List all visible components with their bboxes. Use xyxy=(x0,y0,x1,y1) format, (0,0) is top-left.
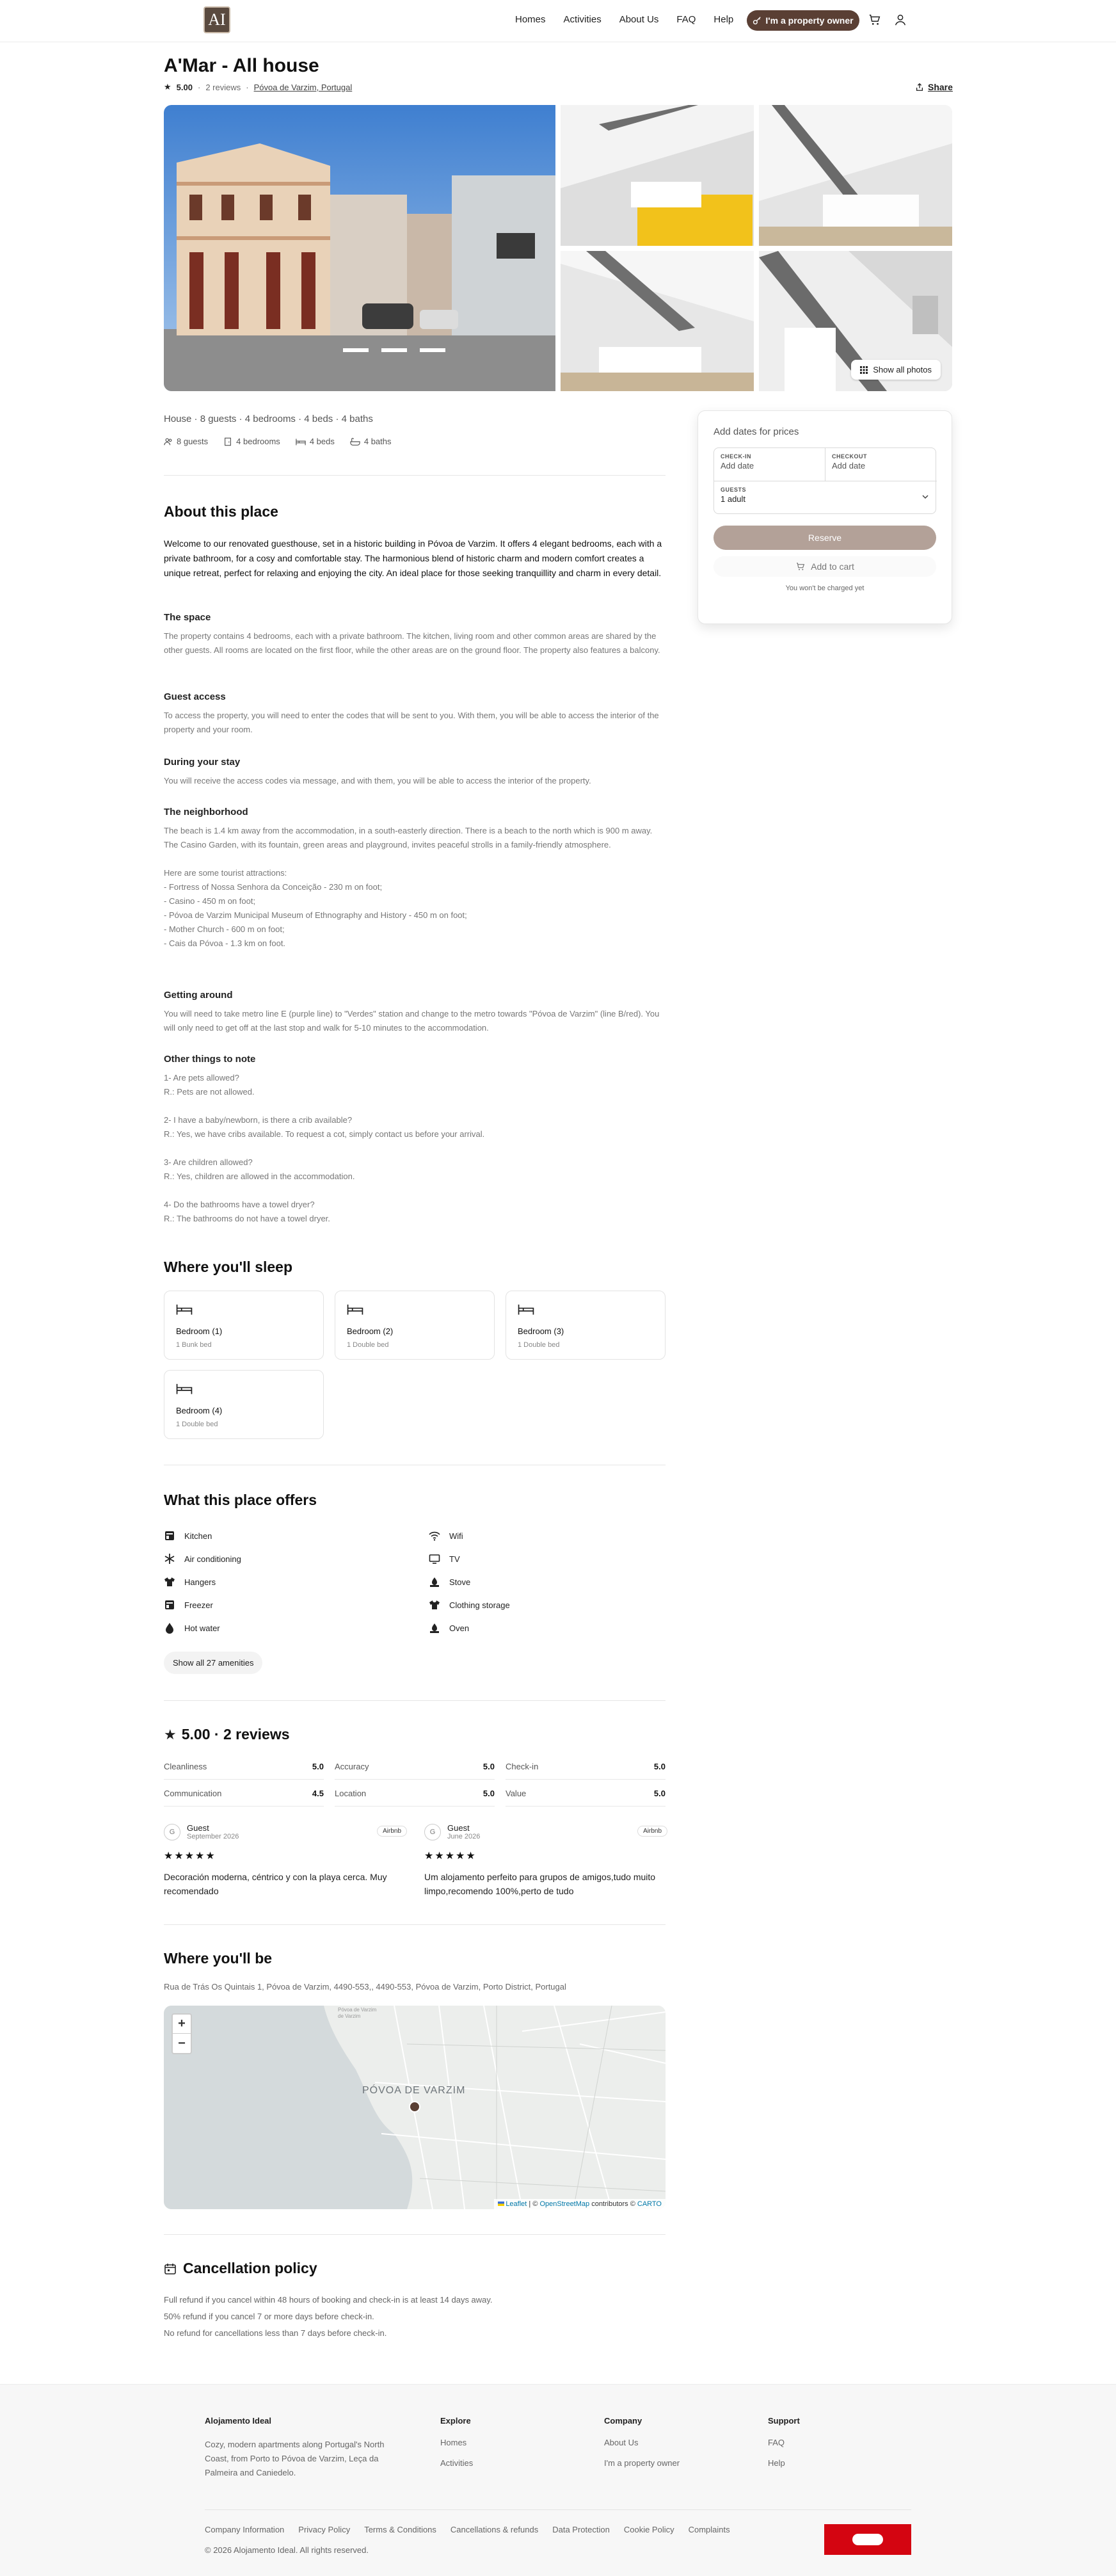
section-text: You will receive the access codes via message, and with them, you will be able to access the interior of the property. xyxy=(164,776,591,785)
share-button[interactable] xyxy=(915,82,953,92)
booking-header: Add dates for prices xyxy=(713,426,799,437)
cancellation-rule: 50% refund if you cancel 7 or more days before check-in. xyxy=(164,2312,374,2321)
main-photo[interactable] xyxy=(164,105,555,391)
map-attribution xyxy=(494,2199,666,2209)
calendar-icon xyxy=(164,2262,177,2275)
booking-note: You won't be charged yet xyxy=(785,584,865,592)
footer-brand-text: Cozy, modern apartments along Portugal's North Coast, from Porto to Póvoa de Varzim, Leça da Palmeira and Caniedelo. xyxy=(205,2440,385,2477)
rating-label: Location xyxy=(335,1789,367,1798)
about-section-during-stay xyxy=(164,757,666,788)
nav-faq[interactable]: FAQ xyxy=(676,14,696,25)
star-icon: ★ xyxy=(164,1726,177,1743)
bedroom-name: Bedroom (1) xyxy=(176,1326,223,1336)
bedroom-card xyxy=(506,1291,666,1360)
section-text: You will need to take metro line E (purple line) to "Verdes" station and change to the metro towards "Póvoa de Varzim" (line B/red). You will only need to get off at the last stop and walk for 5-10 minutes to the accommodation. xyxy=(164,1009,660,1033)
bed-icon xyxy=(176,1303,193,1316)
fact-baths xyxy=(350,437,392,446)
bath-icon xyxy=(350,437,360,446)
footer-brand: Alojamento Ideal xyxy=(205,2416,272,2426)
booking-date-fields xyxy=(713,447,936,514)
complaints-book-icon xyxy=(852,2534,883,2545)
section-text: To access the property, you will need to enter the codes that will be sent to you. With them, you will be able to access the interior of the property and your room. xyxy=(164,711,659,734)
section-title: During your stay xyxy=(164,757,241,768)
footer-link-faq[interactable]: FAQ xyxy=(768,2438,785,2447)
kitchen-icon xyxy=(164,1530,175,1542)
share-icon xyxy=(915,83,924,92)
map-zoom-control xyxy=(171,2013,192,2054)
bedroom-name: Bedroom (4) xyxy=(176,1406,223,1415)
nav-about-us[interactable]: About Us xyxy=(619,14,659,25)
about-heading: About this place xyxy=(164,503,278,520)
footer-link-complaints[interactable]: Complaints xyxy=(688,2525,730,2534)
add-to-cart-button[interactable] xyxy=(713,556,936,577)
rating-label: Accuracy xyxy=(335,1762,369,1771)
main-nav xyxy=(515,14,751,25)
grid-icon xyxy=(860,366,868,374)
attribution-separator: | © xyxy=(527,2200,540,2208)
amenity-item xyxy=(429,1576,470,1588)
section-text: The property contains 4 bedrooms, each with a private bathroom. The kitchen, living room and other common areas are shared by the other guests. All rooms are located on the first floor, while the other areas are on the ground floor. The property also features a balcony. xyxy=(164,631,660,655)
add-to-cart-label: Add to cart xyxy=(811,561,854,572)
map-tiles xyxy=(164,2006,666,2209)
fact-beds xyxy=(296,437,335,446)
tv-icon xyxy=(429,1553,440,1565)
about-section-getting-around xyxy=(164,990,666,1035)
cancellation-heading: Cancellation policy xyxy=(183,2260,317,2276)
amenity-label: Stove xyxy=(449,1577,471,1587)
review-card xyxy=(164,1823,407,1898)
user-icon[interactable] xyxy=(893,13,907,27)
review-source-badge: Airbnb xyxy=(377,1826,407,1837)
rating-category xyxy=(164,1762,324,1780)
bedroom-photo-image xyxy=(759,105,952,246)
property-facts: House · 8 guests · 4 bedrooms · 4 beds · 4 baths xyxy=(164,414,373,424)
bedroom-bed: 1 Bunk bed xyxy=(176,1341,212,1349)
listing-reviews-count[interactable]: 2 reviews xyxy=(205,82,241,92)
section-text: 1- Are pets allowed? R.: Pets are not allowed. 2- I have a baby/newborn, is there a crib available? R.: Yes, we have cribs available. To request a cot, simply contact us before your arrival. 3- Are children allowed? R.: Yes, children are allowed in the accommodation. 4- Do the bathrooms have a towel dryer? R.: The bathrooms do not have a towel dryer. xyxy=(164,1073,485,1223)
about-section-guest-access xyxy=(164,691,666,737)
nav-help[interactable]: Help xyxy=(713,14,734,25)
gallery-photo-4[interactable] xyxy=(561,251,754,391)
property-owner-button[interactable] xyxy=(747,10,859,31)
section-text: The beach is 1.4 km away from the accommodation, in a south-easterly direction. There is a beach to the north which is 900 m away. The Casino Garden, with its fountain, green areas and playground, invites peaceful strolls in a family-friendly atmosphere. Here are some tourist attractions: - Fortress of Nossa Senhora da Conceição - 230 m on foot; - Casino - 450 m on foot; - Póvoa de Varzim Municipal Museum of Ethnography and History - 450 m on foot; - Mother Church - 600 m on foot; - Cais da Póvoa - 1.3 km on foot. xyxy=(164,826,653,948)
bedroom-bed: 1 Double bed xyxy=(176,1421,218,1428)
location-address: Rua de Trás Os Quintais 1, Póvoa de Varzim, 4490-553,, 4490-553, Póvoa de Varzim, Porto District, Portugal xyxy=(164,1982,566,1992)
rating-label: Communication xyxy=(164,1789,222,1798)
shirt-icon xyxy=(164,1576,175,1588)
flag-icon xyxy=(498,2202,504,2206)
bedroom-bed: 1 Double bed xyxy=(518,1341,560,1349)
amenity-item xyxy=(429,1599,510,1611)
review-source-badge: Airbnb xyxy=(637,1826,667,1837)
footer-link-homes[interactable]: Homes xyxy=(440,2438,467,2447)
reviewer-name: Guest xyxy=(187,1823,209,1833)
bedroom-photo-image xyxy=(561,105,754,246)
cancellation-rules xyxy=(164,2292,493,2342)
guests-value: 1 adult xyxy=(721,494,746,504)
complaints-book-logo[interactable] xyxy=(824,2524,911,2555)
checkin-field[interactable] xyxy=(714,448,825,481)
amenity-item xyxy=(429,1530,463,1542)
rating-score: 5.0 xyxy=(482,1789,495,1798)
show-all-photos-button[interactable] xyxy=(851,360,941,380)
footer-explore-title: Explore xyxy=(440,2416,471,2426)
photo-gallery xyxy=(164,105,952,391)
bed-icon xyxy=(296,437,306,446)
osm-link[interactable]: OpenStreetMap xyxy=(539,2200,590,2208)
nav-activities[interactable]: Activities xyxy=(563,14,602,25)
stove-icon xyxy=(429,1576,440,1588)
about-section-space xyxy=(164,612,666,657)
zoom-out-button[interactable]: − xyxy=(178,2036,186,2050)
rating-category xyxy=(506,1762,666,1780)
cart-icon xyxy=(795,561,806,572)
bedroom-card xyxy=(335,1291,495,1360)
key-icon xyxy=(753,16,761,25)
divider xyxy=(164,1924,666,1925)
amenity-label: Air conditioning xyxy=(184,1554,241,1564)
rating-category xyxy=(506,1789,666,1807)
wifi-icon xyxy=(429,1530,440,1542)
amenities-heading: What this place offers xyxy=(164,1492,317,1508)
section-title: The neighborhood xyxy=(164,807,248,817)
cancellation-heading-row xyxy=(164,2260,317,2277)
footer-link-help[interactable]: Help xyxy=(768,2458,785,2468)
about-intro: Welcome to our renovated guesthouse, set in a historic building in Póvoa de Varzim. It offers 4 elegant bedrooms, each with a private bathroom, for a cosy and comfortable stay. The harmonious blend of historic charm and modern comfort creates a unique retreat, perfect for relaxing and enjoying the city. An ideal place for those seeking tranquillity and charm in every detail. xyxy=(164,538,662,578)
star-icon: ★ xyxy=(164,82,171,92)
rating-label: Cleanliness xyxy=(164,1762,207,1771)
review-date: June 2026 xyxy=(447,1833,481,1840)
fact-baths-label: 4 baths xyxy=(363,437,392,446)
fact-bedrooms-label: 4 bedrooms xyxy=(236,437,280,446)
divider xyxy=(164,1700,666,1701)
booking-card xyxy=(698,410,952,624)
reviews-heading: 5.00 · 2 reviews xyxy=(181,1726,290,1743)
divider xyxy=(164,475,666,476)
listing-location[interactable]: Póvoa de Varzim, Portugal xyxy=(253,82,353,92)
section-title: The space xyxy=(164,612,211,623)
chevron-down-icon xyxy=(921,493,929,501)
footer-link-cookie-policy[interactable]: Cookie Policy xyxy=(623,2525,674,2534)
footer-link-cancellations[interactable]: Cancellations & refunds xyxy=(450,2525,539,2534)
footer-company-title: Company xyxy=(604,2416,642,2426)
footer-link-company-info[interactable]: Company Information xyxy=(205,2525,285,2534)
guests-select[interactable] xyxy=(714,481,937,513)
amenity-item xyxy=(164,1530,212,1542)
amenity-item xyxy=(164,1599,213,1611)
listing-rating: 5.00 xyxy=(176,82,193,92)
water-drop-icon xyxy=(164,1622,175,1634)
dot-separator: · xyxy=(246,82,249,92)
listing-title: A'Mar - All house xyxy=(164,55,319,76)
footer-link-privacy[interactable]: Privacy Policy xyxy=(298,2525,351,2534)
section-title: Getting around xyxy=(164,990,233,1001)
checkout-field[interactable] xyxy=(825,448,937,481)
site-header xyxy=(0,0,1116,42)
rating-label: Check-in xyxy=(506,1762,539,1771)
section-title: Other things to note xyxy=(164,1054,256,1065)
amenity-label: Wifi xyxy=(449,1531,463,1541)
leaflet-link[interactable]: Leaflet xyxy=(506,2200,527,2208)
amenity-item xyxy=(164,1553,241,1565)
sleep-heading: Where you'll sleep xyxy=(164,1259,293,1275)
footer-divider xyxy=(205,2509,911,2510)
freezer-icon xyxy=(164,1599,175,1611)
footer-link-data-protection[interactable]: Data Protection xyxy=(552,2525,610,2534)
amenity-label: Oven xyxy=(449,1623,470,1633)
door-icon xyxy=(223,437,232,446)
checkin-value: Add date xyxy=(721,461,754,471)
review-date: September 2026 xyxy=(187,1833,239,1840)
show-all-photos-label: Show all photos xyxy=(873,365,932,374)
footer-link-property-owner[interactable]: I'm a property owner xyxy=(604,2458,680,2468)
checkin-label: CHECK-IN xyxy=(721,453,751,460)
footer-support-title: Support xyxy=(768,2416,800,2426)
review-text: Um alojamento perfeito para grupos de amigos,tudo muito limpo,recomendo 100%,perto de tudo xyxy=(424,1872,656,1896)
bedroom-name: Bedroom (2) xyxy=(347,1326,394,1336)
property-owner-label: I'm a property owner xyxy=(765,15,854,26)
review-card xyxy=(424,1823,667,1898)
carto-link[interactable]: CARTO xyxy=(637,2200,662,2208)
footer-copyright: © 2026 Alojamento Ideal. All rights reserved. xyxy=(205,2545,369,2555)
amenity-label: Clothing storage xyxy=(449,1600,510,1610)
review-stars: ★★★★★ xyxy=(424,1851,477,1862)
location-map[interactable] xyxy=(164,2006,666,2209)
footer-link-about-us[interactable]: About Us xyxy=(604,2438,639,2447)
logo-text: AI xyxy=(208,10,226,29)
attribution-middle: contributors © xyxy=(589,2200,637,2208)
checkout-label: CHECKOUT xyxy=(832,453,867,460)
footer-link-activities[interactable]: Activities xyxy=(440,2458,474,2468)
bed-icon xyxy=(347,1303,363,1316)
reviewer-name: Guest xyxy=(447,1823,470,1833)
cancellation-rule: Full refund if you cancel within 48 hours of booking and check-in is at least 14 days away. xyxy=(164,2295,493,2305)
review-stars: ★★★★★ xyxy=(164,1851,216,1862)
rating-score: 5.0 xyxy=(482,1762,495,1771)
gallery-photo-3[interactable] xyxy=(759,105,952,246)
show-all-amenities-button[interactable]: Show all 27 amenities xyxy=(164,1652,262,1674)
map-city-label: PÓVOA DE VARZIM xyxy=(362,2085,466,2096)
fact-guests-label: 8 guests xyxy=(177,437,209,446)
guests-label: GUESTS xyxy=(721,487,747,493)
rating-category xyxy=(335,1762,495,1780)
listing-subline xyxy=(164,82,352,92)
rating-score: 5.0 xyxy=(653,1789,666,1798)
amenity-item xyxy=(429,1553,460,1565)
cart-icon[interactable] xyxy=(868,13,882,27)
rating-label: Value xyxy=(506,1789,527,1798)
shirt-icon xyxy=(429,1599,440,1611)
guests-icon xyxy=(164,437,173,446)
share-label: Share xyxy=(928,82,953,92)
amenity-label: Kitchen xyxy=(184,1531,212,1541)
bedroom-card xyxy=(164,1370,324,1439)
zoom-in-button[interactable]: + xyxy=(173,2015,191,2034)
cancellation-rule: No refund for cancellations less than 7 days before check-in. xyxy=(164,2328,387,2338)
map-small-label: Póvoa de Varzim de Varzim xyxy=(338,2007,377,2019)
amenity-item xyxy=(164,1622,220,1634)
amenity-label: Hangers xyxy=(184,1577,216,1587)
site-footer xyxy=(0,2384,1116,2576)
rating-category xyxy=(164,1789,324,1807)
reserve-button[interactable]: Reserve xyxy=(713,526,936,550)
rating-score: 5.0 xyxy=(312,1762,324,1771)
nav-homes[interactable]: Homes xyxy=(515,14,546,25)
amenity-label: Hot water xyxy=(184,1623,220,1633)
snowflake-icon xyxy=(164,1553,175,1565)
avatar: G xyxy=(164,1824,180,1840)
property-fact-icons xyxy=(164,437,392,446)
divider xyxy=(164,2234,666,2235)
rating-score: 5.0 xyxy=(653,1762,666,1771)
amenity-item xyxy=(164,1576,216,1588)
footer-link-terms[interactable]: Terms & Conditions xyxy=(364,2525,436,2534)
bedroom-card xyxy=(164,1291,324,1360)
bed-icon xyxy=(518,1303,534,1316)
footer-bottom-links xyxy=(205,2525,730,2534)
location-heading: Where you'll be xyxy=(164,1950,273,1967)
amenity-label: Freezer xyxy=(184,1600,213,1610)
house-photo-image xyxy=(164,105,555,391)
rating-category xyxy=(335,1789,495,1807)
gallery-photo-2[interactable] xyxy=(561,105,754,246)
fact-guests xyxy=(164,437,208,446)
bed-icon xyxy=(176,1382,193,1395)
checkout-value: Add date xyxy=(832,461,866,471)
room-photo-image xyxy=(561,251,754,391)
site-logo[interactable] xyxy=(203,6,230,33)
fact-bedrooms xyxy=(223,437,280,446)
section-title: Guest access xyxy=(164,691,226,702)
amenity-item xyxy=(429,1622,469,1634)
dot-separator: · xyxy=(197,82,201,92)
avatar: G xyxy=(424,1824,441,1840)
bedroom-bed: 1 Double bed xyxy=(347,1341,389,1349)
bedroom-name: Bedroom (3) xyxy=(518,1326,564,1336)
reviews-heading-row xyxy=(164,1726,290,1743)
oven-icon xyxy=(429,1622,440,1634)
rating-score: 4.5 xyxy=(312,1789,324,1798)
fact-beds-label: 4 beds xyxy=(309,437,335,446)
review-text: Decoración moderna, céntrico y con la playa cerca. Muy recomendado xyxy=(164,1872,387,1896)
about-section-other-notes xyxy=(164,1054,666,1226)
about-section-neighborhood xyxy=(164,807,666,951)
amenity-label: TV xyxy=(449,1554,460,1564)
